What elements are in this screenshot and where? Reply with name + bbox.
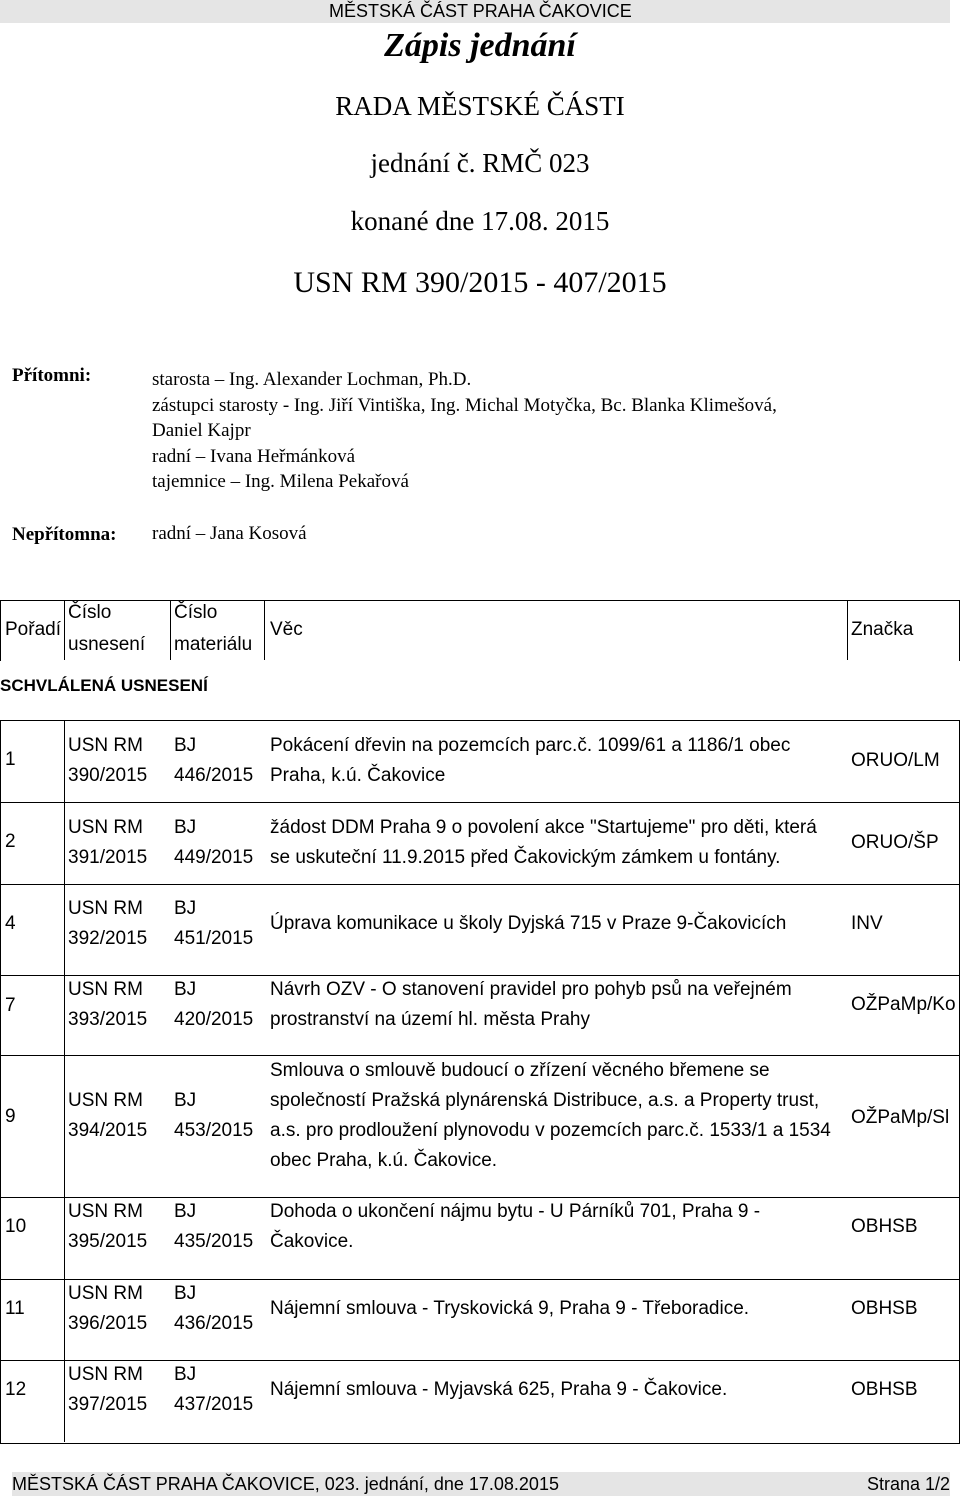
- row-divider: [0, 802, 960, 803]
- row-order: 2: [5, 831, 16, 852]
- row-subject-line: obec Praha, k.ú. Čakovice.: [270, 1150, 498, 1171]
- page-number: Strana 1/2: [866, 1474, 950, 1494]
- row-material-number: 449/2015: [174, 847, 254, 868]
- row-mark: ORUO/LM: [851, 750, 940, 771]
- header-mark: Značka: [851, 619, 914, 640]
- header-divider: [847, 600, 848, 660]
- section-approved: SCHVLÁLENÁ USNESENÍ: [0, 676, 208, 695]
- row-divider: [0, 1279, 960, 1280]
- row-subject-line: společností Pražská plynárenská Distribuce, a.s. a Property trust,: [270, 1090, 820, 1111]
- row-resolution-number: 390/2015: [68, 765, 148, 786]
- row-resolution-number: 396/2015: [68, 1313, 148, 1334]
- row-material-number: 437/2015: [174, 1394, 254, 1415]
- row-material-number: 446/2015: [174, 765, 254, 786]
- row-resolution-prefix: USN RM: [68, 1283, 143, 1304]
- row-material-prefix: BJ: [174, 1201, 197, 1222]
- row-material-prefix: BJ: [174, 735, 197, 756]
- present-line: starosta – Ing. Alexander Lochman, Ph.D.: [152, 369, 472, 390]
- absent-list: radní – Jana Kosová: [152, 523, 307, 544]
- row-resolution-prefix: USN RM: [68, 735, 143, 756]
- row-material-prefix: BJ: [174, 898, 197, 919]
- header-divider: [170, 600, 171, 660]
- column-divider: [64, 720, 65, 1442]
- row-subject-line: Dohoda o ukončení nájmu bytu - U Párníků 701, Praha 9 -: [270, 1201, 761, 1222]
- row-subject-line: Praha, k.ú. Čakovice: [270, 765, 446, 786]
- present-line: zástupci starosty - Ing. Jiří Vintiška, Ing. Michal Motyčka, Bc. Blanka Klimešová,: [152, 394, 777, 416]
- row-resolution-prefix: USN RM: [68, 1364, 143, 1385]
- resolution-range: USN RM 390/2015 - 407/2015: [293, 266, 667, 299]
- row-subject-line: Nájemní smlouva - Tryskovická 9, Praha 9 - Třeboradice.: [270, 1298, 750, 1319]
- document-title: Zápis jednání: [384, 27, 576, 64]
- row-order: 4: [5, 913, 16, 934]
- row-material-prefix: BJ: [174, 1364, 197, 1385]
- absent-label: Nepřítomna:: [12, 524, 117, 545]
- row-resolution-prefix: USN RM: [68, 1201, 143, 1222]
- row-subject-line: žádost DDM Praha 9 o povolení akce "Startujeme" pro děti, která: [270, 817, 817, 838]
- row-resolution-number: 394/2015: [68, 1120, 148, 1141]
- row-mark: OŽPaMp/Sl: [851, 1107, 950, 1128]
- row-resolution-number: 397/2015: [68, 1394, 148, 1415]
- council-title: RADA MĚSTSKÉ ČÁSTI: [335, 91, 625, 121]
- row-resolution-number: 391/2015: [68, 847, 148, 868]
- row-subject-line: Nájemní smlouva - Myjavská 625, Praha 9 - Čakovice.: [270, 1379, 728, 1400]
- row-subject-line: se uskuteční 11.9.2015 před Čakovickým zámkem u fontány.: [270, 847, 781, 868]
- row-order: 11: [5, 1298, 25, 1319]
- row-subject-line: Pokácení dřevin na pozemcích parc.č. 1099/61 a 1186/1 obec: [270, 735, 791, 756]
- row-mark: OBHSB: [851, 1298, 918, 1319]
- row-mark: OŽPaMp/Ko: [851, 994, 956, 1015]
- row-subject-line: a.s. pro prodloužení plynovodu v pozemcích parc.č. 1533/1 a 1534: [270, 1120, 831, 1141]
- header-material-no-2: materiálu: [174, 634, 253, 655]
- meeting-number: jednání č. RMČ 023: [370, 148, 590, 178]
- row-material-number: 453/2015: [174, 1120, 254, 1141]
- row-divider: [0, 1360, 960, 1361]
- row-order: 1: [5, 749, 16, 770]
- row-material-prefix: BJ: [174, 1283, 197, 1304]
- row-resolution-number: 393/2015: [68, 1009, 148, 1030]
- row-material-number: 435/2015: [174, 1231, 254, 1252]
- header-subject: Věc: [270, 619, 303, 640]
- row-mark: OBHSB: [851, 1216, 918, 1237]
- row-mark: INV: [851, 913, 883, 934]
- header-resolution-no: Číslo: [68, 602, 112, 623]
- row-resolution-prefix: USN RM: [68, 817, 143, 838]
- row-subject-line: prostranství na území hl. města Prahy: [270, 1009, 590, 1030]
- row-subject-line: Smlouva o smlouvě budoucí o zřízení věcného břemene se: [270, 1060, 770, 1081]
- row-divider: [0, 884, 960, 885]
- header-band: [0, 0, 950, 23]
- row-order: 9: [5, 1106, 16, 1127]
- row-resolution-number: 392/2015: [68, 928, 148, 949]
- row-subject-line: Čakovice.: [270, 1231, 354, 1252]
- row-order: 7: [5, 995, 16, 1016]
- row-resolution-prefix: USN RM: [68, 979, 143, 1000]
- row-mark: ORUO/ŠP: [851, 832, 939, 853]
- header-divider: [64, 600, 65, 660]
- footer-left-text: MĚSTSKÁ ČÁST PRAHA ČAKOVICE, 023. jednání, dne 17.08.2015: [12, 1474, 559, 1494]
- row-mark: OBHSB: [851, 1379, 918, 1400]
- meeting-date: konané dne 17.08. 2015: [350, 206, 610, 236]
- row-material-number: 451/2015: [174, 928, 254, 949]
- present-line: tajemnice – Ing. Milena Pekařová: [152, 471, 409, 492]
- present-list: [152, 367, 777, 495]
- present-label: Přítomni:: [12, 365, 92, 386]
- row-order: 10: [5, 1216, 27, 1237]
- page-footer: [12, 1472, 950, 1496]
- row-material-number: 436/2015: [174, 1313, 254, 1334]
- row-resolution-prefix: USN RM: [68, 898, 143, 919]
- header-resolution-no-2: usnesení: [68, 634, 146, 655]
- header-order: Pořadí: [5, 619, 61, 640]
- row-subject-line: Návrh OZV - O stanovení pravidel pro pohyb psů na veřejném: [270, 979, 792, 1000]
- header-divider: [264, 600, 265, 660]
- row-subject-line: Úprava komunikace u školy Dyjská 715 v Praze 9-Čakovicích: [270, 913, 787, 934]
- row-material-number: 420/2015: [174, 1009, 254, 1030]
- row-resolution-number: 395/2015: [68, 1231, 148, 1252]
- row-resolution-prefix: USN RM: [68, 1090, 143, 1111]
- present-line: Daniel Kajpr: [152, 420, 251, 441]
- present-line: radní – Ivana Heřmánková: [152, 445, 356, 467]
- row-material-prefix: BJ: [174, 817, 197, 838]
- row-material-prefix: BJ: [174, 1090, 197, 1111]
- header-material-no: Číslo: [174, 602, 218, 623]
- row-material-prefix: BJ: [174, 979, 197, 1000]
- header-band-text: MĚSTSKÁ ČÁST PRAHA ČAKOVICE: [329, 1, 632, 21]
- row-order: 12: [5, 1379, 27, 1400]
